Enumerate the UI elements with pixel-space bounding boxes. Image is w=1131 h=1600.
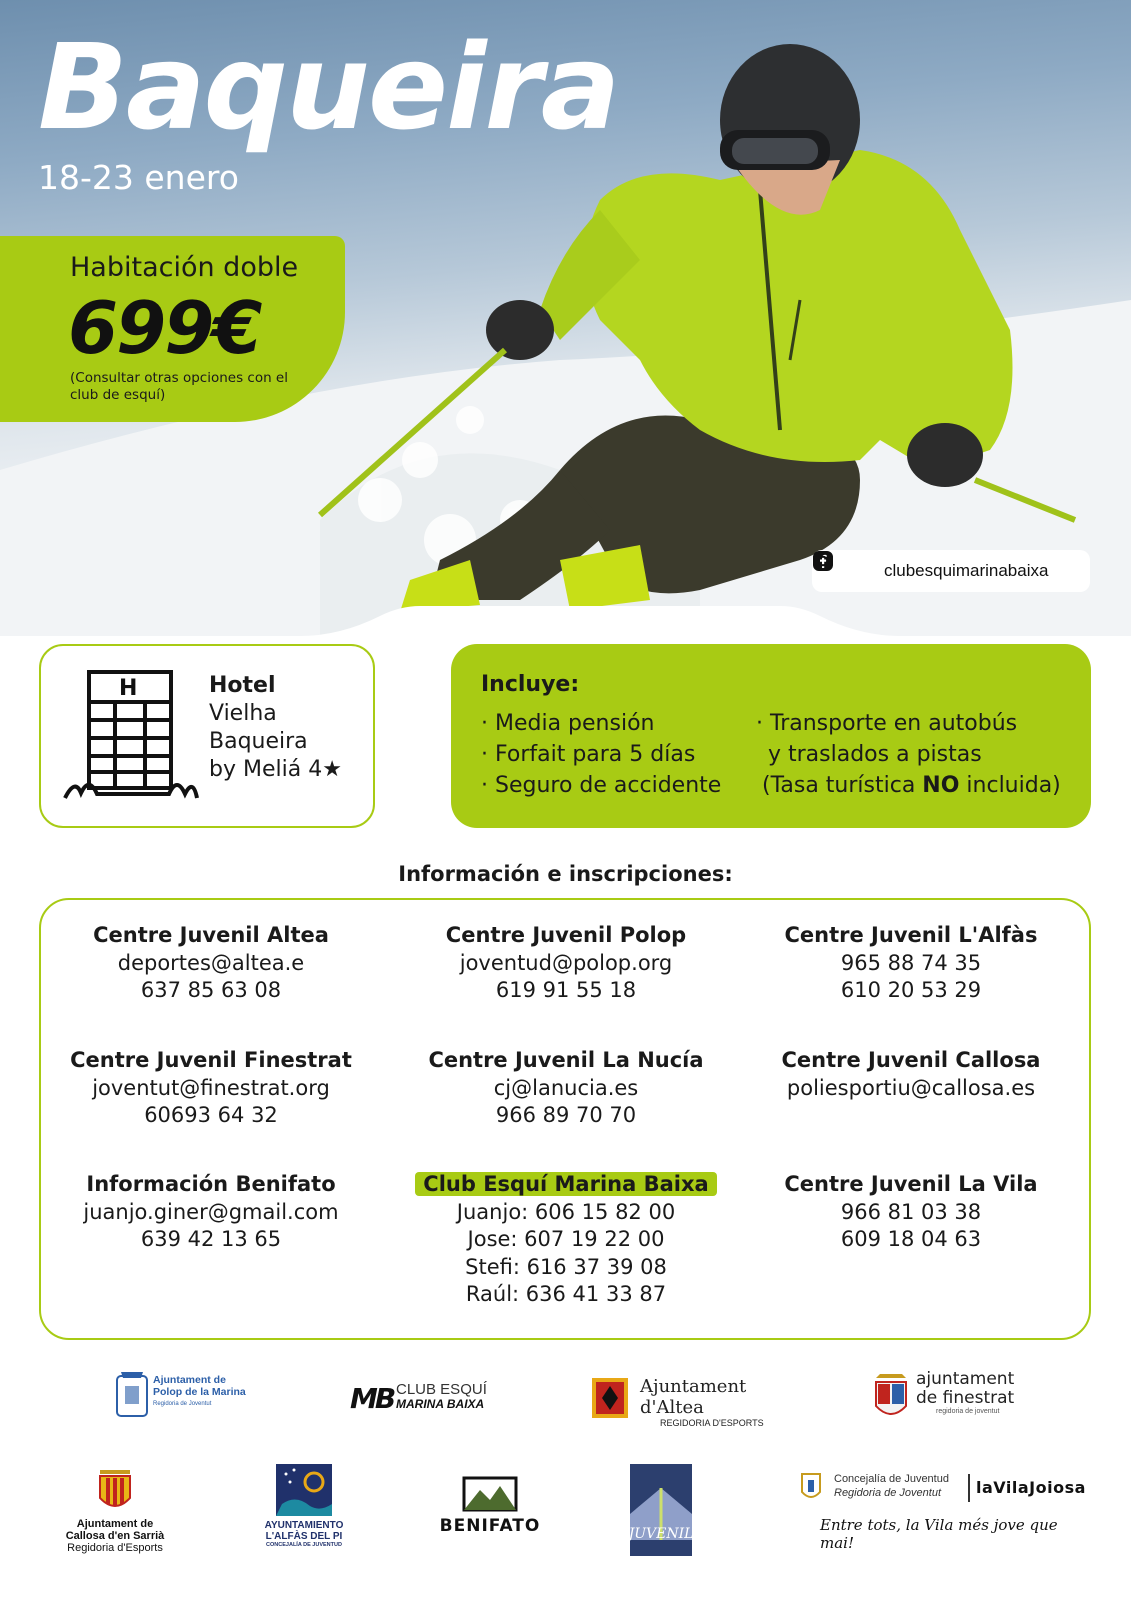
includes-item: · Media pensión xyxy=(481,711,655,736)
contact-name: Centre Juvenil Finestrat xyxy=(70,1048,352,1072)
contact-phone[interactable]: 965 88 74 35 xyxy=(840,950,982,975)
contact-block xyxy=(741,1047,1081,1102)
benifato-mountain-icon xyxy=(458,1474,522,1514)
event-dates: 18-23 enero xyxy=(38,158,239,197)
hotel-name xyxy=(209,672,342,784)
altea-crest-icon xyxy=(592,1378,628,1418)
contact-phone[interactable]: 60693 64 32 xyxy=(144,1103,278,1127)
logo-altea xyxy=(592,1376,797,1428)
logo-text: JUVENIL xyxy=(628,1526,694,1542)
hotel-icon xyxy=(61,668,201,808)
contact-email[interactable]: cj@lanucia.es xyxy=(493,1075,639,1100)
contact-name: Centre Juvenil Polop xyxy=(445,923,687,947)
contact-email[interactable]: joventud@polop.org xyxy=(459,950,673,975)
vila-crest-icon xyxy=(800,1472,822,1502)
contacts-card xyxy=(39,898,1091,1340)
logo-text: ajuntament xyxy=(916,1369,1015,1389)
contact-phone[interactable]: Jose: 607 19 22 00 xyxy=(467,1227,665,1251)
callosa-crest-icon xyxy=(96,1466,134,1514)
contact-block xyxy=(396,1047,736,1130)
logo-text: laVilaJoiosa xyxy=(976,1478,1086,1497)
contact-name: Centre Juvenil L'Alfàs xyxy=(784,923,1038,947)
logo-text: Concejalía de Juventud xyxy=(834,1473,949,1485)
logo-alfas xyxy=(253,1464,355,1558)
includes-item-tax xyxy=(756,770,1061,801)
contact-name xyxy=(396,1171,736,1199)
logo-text: Regidoria de Joventut xyxy=(834,1487,942,1499)
logo-text: BENIFATO xyxy=(439,1516,541,1536)
logo-la-nucia xyxy=(624,1464,698,1556)
logo-text: de finestrat xyxy=(916,1388,1015,1408)
contact-block xyxy=(41,922,381,1005)
tax-bold: NO xyxy=(922,773,960,798)
contact-block-club xyxy=(396,1171,736,1309)
logo-slogan: Entre tots, la Vila més jove que mai! xyxy=(820,1516,1058,1552)
contact-phone[interactable]: 966 81 03 38 xyxy=(840,1199,982,1224)
polop-crest-icon xyxy=(115,1368,149,1420)
tax-text-end: incluida) xyxy=(959,773,1061,798)
hotel-card xyxy=(39,644,375,828)
contact-phone[interactable]: 609 18 04 63 xyxy=(840,1227,982,1251)
contact-email[interactable]: joventut@finestrat.org xyxy=(92,1075,330,1100)
alfas-emblem-icon xyxy=(276,1464,332,1516)
contact-name: Información Benifato xyxy=(86,1172,336,1196)
price-note: (Consultar otras opciones con el club de esquí) xyxy=(70,370,288,403)
room-type-label: Habitación doble xyxy=(70,252,299,283)
contact-block xyxy=(741,1171,1081,1254)
contact-block xyxy=(741,922,1081,1005)
hotel-line-4: by Meliá 4★ xyxy=(209,757,342,782)
logo-text: AYUNTAMIENTO xyxy=(264,1520,344,1531)
contact-phone[interactable]: 639 42 13 65 xyxy=(140,1227,282,1251)
includes-title: Incluye: xyxy=(481,672,580,697)
info-title: Información e inscripciones: xyxy=(398,862,733,886)
includes-list-left xyxy=(481,708,721,801)
logo-text: L'ALFÀS DEL PI xyxy=(265,1531,343,1542)
contact-name: Centre Juvenil Callosa xyxy=(781,1048,1041,1072)
contact-phone[interactable]: Raúl: 636 41 33 87 xyxy=(465,1282,667,1306)
logo-text: REGIDORIA D'ESPORTS xyxy=(660,1418,764,1428)
instagram-icon[interactable] xyxy=(852,560,874,582)
svg-text:H: H xyxy=(119,676,138,701)
contact-phone[interactable]: 610 20 53 29 xyxy=(840,978,982,1002)
divider xyxy=(968,1474,970,1502)
contact-phone[interactable]: Stefi: 616 37 39 08 xyxy=(465,1254,667,1279)
finestrat-crest-icon xyxy=(872,1372,910,1422)
contact-name: Centre Juvenil La Nucía xyxy=(428,1048,704,1072)
logo-club-esqui xyxy=(350,1380,510,1420)
logo-text: CONCEJALÍA DE JUVENTUD xyxy=(266,1542,342,1548)
contact-phone[interactable]: 619 91 55 18 xyxy=(495,978,637,1002)
mb-monogram-icon: MB xyxy=(350,1382,394,1415)
la-nucia-juvenil-icon xyxy=(624,1464,698,1556)
logo-text: Ajuntament d'Altea xyxy=(640,1376,747,1418)
hotel-label: Hotel xyxy=(209,673,276,698)
contact-phone[interactable]: Juanjo: 606 15 82 00 xyxy=(456,1199,676,1224)
hotel-line-2: Vielha xyxy=(209,701,277,726)
contact-block xyxy=(41,1171,381,1254)
social-handle[interactable]: clubesquimarinabaixa xyxy=(884,561,1049,580)
logo-text: Regidoria de Joventut xyxy=(153,1401,212,1407)
logo-text: Ajuntament de xyxy=(153,1374,226,1386)
contact-phone[interactable]: 966 89 70 70 xyxy=(495,1103,637,1127)
logo-text: Regidoria d'Esports xyxy=(67,1542,163,1554)
logo-text: MARINA BAIXA xyxy=(396,1397,485,1411)
contact-name: Centre Juvenil Altea xyxy=(93,923,329,947)
contact-block xyxy=(41,1047,381,1130)
contact-email[interactable]: juanjo.giner@gmail.com xyxy=(83,1199,339,1224)
logo-text: CLUB ESQUÍ xyxy=(396,1381,487,1398)
hero-banner xyxy=(0,0,1131,640)
includes-card xyxy=(451,644,1091,828)
event-title: Baqueira xyxy=(38,18,619,156)
hotel-line-3: Baqueira xyxy=(209,729,308,754)
includes-item: y traslados a pistas xyxy=(768,742,982,767)
logo-finestrat xyxy=(872,1370,1032,1426)
social-badge[interactable] xyxy=(812,550,1090,592)
includes-item: · Forfait para 5 días xyxy=(481,742,696,767)
highlighted-club-name: Club Esquí Marina Baixa xyxy=(415,1172,716,1196)
logo-text: regidoria de joventut xyxy=(936,1408,1000,1415)
contact-block xyxy=(396,922,736,1005)
logo-benifato xyxy=(436,1474,544,1538)
contact-email[interactable]: poliesportiu@callosa.es xyxy=(786,1075,1036,1100)
tax-text: (Tasa turística xyxy=(762,773,923,798)
price-value: 699€ xyxy=(68,286,261,370)
includes-item: · Transporte en autobús xyxy=(756,711,1018,736)
includes-item: · Seguro de accidente xyxy=(481,773,722,798)
contact-name: Centre Juvenil La Vila xyxy=(784,1172,1038,1196)
includes-list-right xyxy=(756,708,1061,801)
contact-phone[interactable]: 637 85 63 08 xyxy=(140,978,282,1002)
logo-text: Ajuntament de xyxy=(76,1518,154,1530)
logo-text: Callosa d'en Sarrià xyxy=(65,1530,165,1542)
logo-callosa xyxy=(50,1466,180,1556)
logo-polop xyxy=(115,1368,265,1428)
contact-email[interactable]: deportes@altea.e xyxy=(117,950,305,975)
price-box xyxy=(0,236,345,422)
logo-text: Polop de la Marina xyxy=(153,1386,246,1398)
logo-la-vila xyxy=(800,1470,1086,1552)
